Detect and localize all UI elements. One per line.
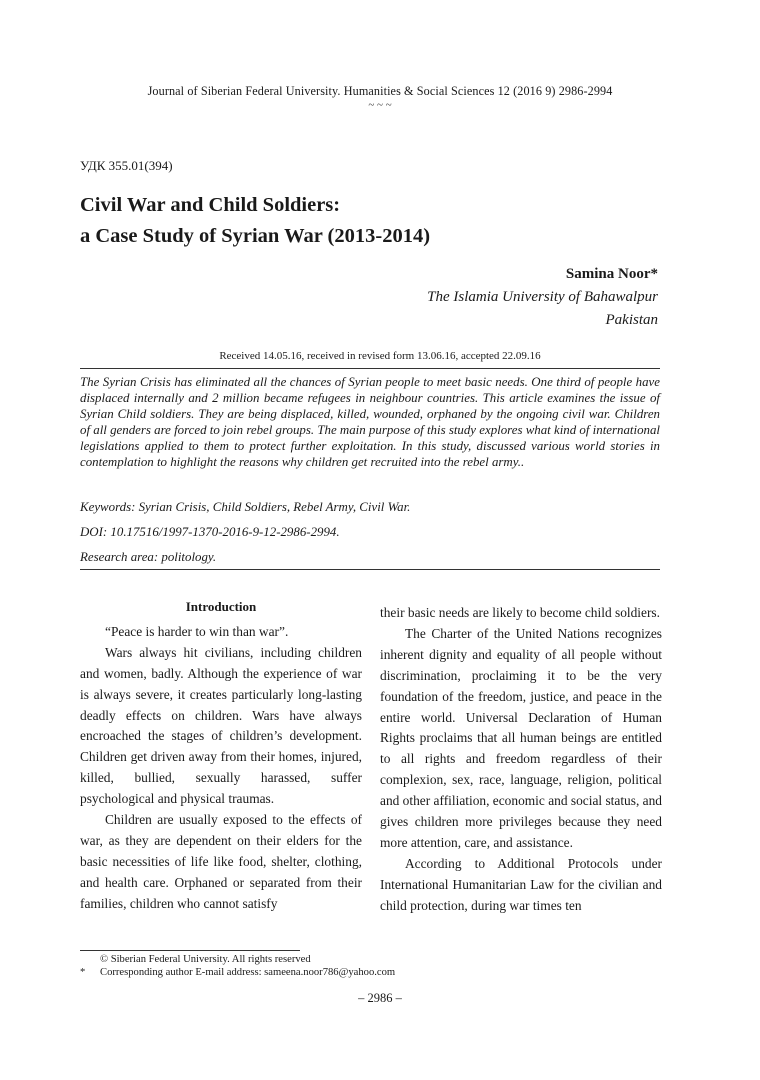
journal-header: Journal of Siberian Federal University. Humanities & Social Sciences 12 (2016 9) 2986-2994 (147, 84, 613, 98)
body-paragraph: Children are usually exposed to the effects of war, as they are dependent on their elders for the basic necessities of life like food, shelter, clothing, and health care. Orphaned or separated from their families, children who cannot satisfy (80, 812, 362, 911)
title-line-1: Civil War and Child Soldiers: (80, 194, 341, 216)
copyright-note: © Siberian Federal University. All rights reserved (100, 954, 311, 965)
epigraph: “Peace is harder to win than war”. (105, 623, 289, 639)
abstract: The Syrian Crisis has eliminated all the chances of Syrian people to meet basic needs. One third of people have displaced internally and 2 million became refugees in neighbour countries. This article examines the issue of Syrian Child soldiers. They are being displaced, killed, wounded, orphaned by the ongoing civil war. Children of all genders are forced to join rebel groups. The main purpose of this study explores what kind of international legislations applied to them to protect further exploitation. In this study, discussed various world stories in contemplation to highlight the reasons why children get recruited into the rebel army.. (80, 375, 660, 470)
body-paragraph: The Charter of the United Nations recognizes inherent dignity and equality of all people without discrimination, proclaiming it to be the very foundation of the freedom, justice, and peace in the entire world. Universal Declaration of Human Rights proclaims that all human beings are entitled to all rights and freedom regardless of their complexion, sex, race, language, religion, political and other affiliation, economic and social status, and gives children more privileges because they need more attention, care, and assistance. (380, 625, 662, 850)
title-line-2: a Case Study of Syrian War (2013-2014) (80, 225, 431, 247)
research-area: Research area: politology. (80, 550, 217, 564)
body-paragraph: Wars always hit civilians, including children and women, badly. Although the experience of war is always severe, it creates particularly long-lasting deadly effects on children. Wars have always encroached the stages of children’s development. Children get driven away from their homes, injured, killed, bullied, sexually harassed, suffer psychological and physical traumas. (80, 644, 362, 807)
section-heading-introduction: Introduction (185, 599, 257, 614)
received-dates: Received 14.05.16, received in revised form 13.06.16, accepted 22.09.16 (219, 350, 541, 362)
abstract-top-rule (80, 368, 660, 369)
doi: DOI: 10.17516/1997-1370-2016-9-12-2986-2994. (80, 525, 340, 539)
body-paragraph: According to Additional Protocols under International Humanitarian Law for the civilian and child protection, during war times ten (380, 855, 662, 913)
left-column (80, 597, 362, 915)
header-separator: ~ ~ ~ (368, 99, 392, 111)
corresponding-author-note: Corresponding author E-mail address: sameena.noor786@yahoo.com (100, 967, 396, 978)
page-number: – 2986 – (358, 991, 402, 1005)
udk-code: УДК 355.01(394) (80, 158, 173, 173)
affiliation-line-1: The Islamia University of Bahawalpur (427, 289, 658, 305)
affiliation-line-2: Pakistan (605, 311, 658, 328)
footnote-marker: * (80, 967, 86, 978)
keywords: Keywords: Syrian Crisis, Child Soldiers, Rebel Army, Civil War. (80, 500, 411, 514)
body-paragraph: their basic needs are likely to become child soldiers. (380, 605, 660, 620)
author-affiliation (427, 286, 658, 331)
abstract-bottom-rule (80, 569, 660, 570)
right-column (380, 603, 662, 917)
author-name: Samina Noor* (565, 266, 658, 282)
footnote-rule (80, 950, 300, 951)
paper-title (80, 190, 430, 252)
